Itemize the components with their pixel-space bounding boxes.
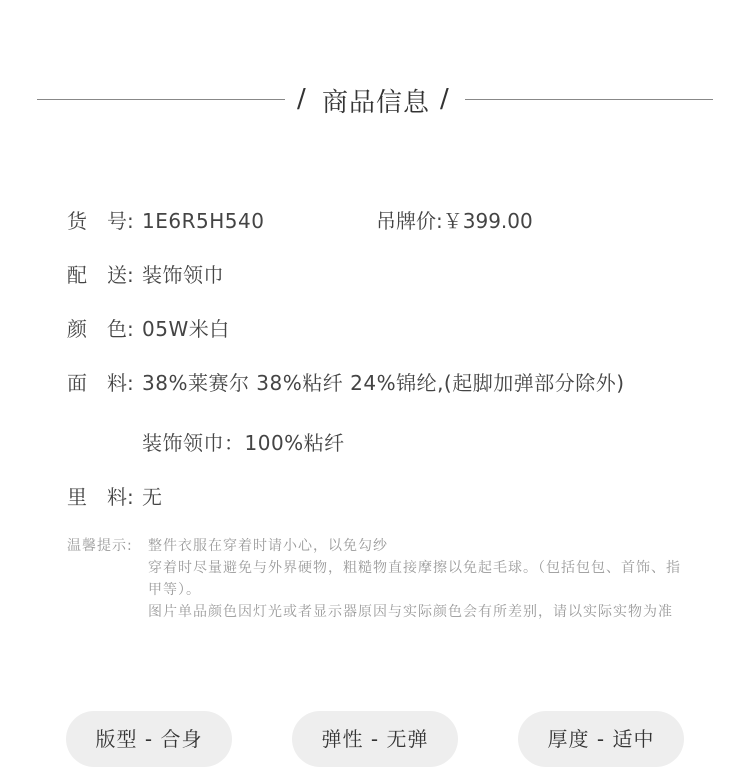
item-number-row [67,205,264,234]
attribute-elasticity-badge: 弹性 - 无弹 [292,711,458,767]
accessory-value: 装饰领巾 [142,263,224,287]
lining-label: 里 料: [67,485,134,509]
care-tips-body [148,535,688,623]
slash-left: / [297,84,306,114]
accessory-row [67,259,224,288]
color-label: 颜 色: [67,317,134,341]
care-tips-label: 温馨提示: [67,538,133,554]
fabric-extra-value: 装饰领巾：100%粘纤 [142,431,345,455]
fabric-row [67,367,625,396]
fabric-value: 38%莱赛尔 38%粘纤 24%锦纶,(起脚加弹部分除外) [142,371,625,395]
left-divider [37,99,285,100]
attribute-fit-badge: 版型 - 合身 [66,711,232,767]
item-number-value: 1E6R5H540 [142,209,265,233]
care-tip-line: 整件衣服在穿着时请小心，以免勾纱 [148,538,388,554]
tag-price-row [376,205,533,234]
accessory-label: 配 送: [67,263,134,287]
section-header [0,80,750,120]
care-tip-line: 穿着时尽量避免与外界硬物，粗糙物直接摩擦以免起毛球。（包括包包、首饰、指甲等）。 [148,560,681,598]
fabric-extra-row [142,427,345,456]
attribute-thickness-badge: 厚度 - 适中 [518,711,684,767]
item-number-label: 货 号: [67,209,134,233]
care-tip-line: 图片单品颜色因灯光或者显示器原因与实际颜色会有所差别，请以实际实物为准 [148,604,673,620]
slash-right: / [440,84,449,114]
tag-price-value: ￥399.00 [442,209,533,233]
fabric-label: 面 料: [67,371,134,395]
lining-value: 无 [142,485,163,509]
lining-row [67,481,163,510]
color-row [67,313,230,342]
color-value: 05W米白 [142,317,230,341]
right-divider [465,99,713,100]
section-title: 商品信息 [322,88,431,118]
tag-price-label: 吊牌价: [376,209,443,233]
